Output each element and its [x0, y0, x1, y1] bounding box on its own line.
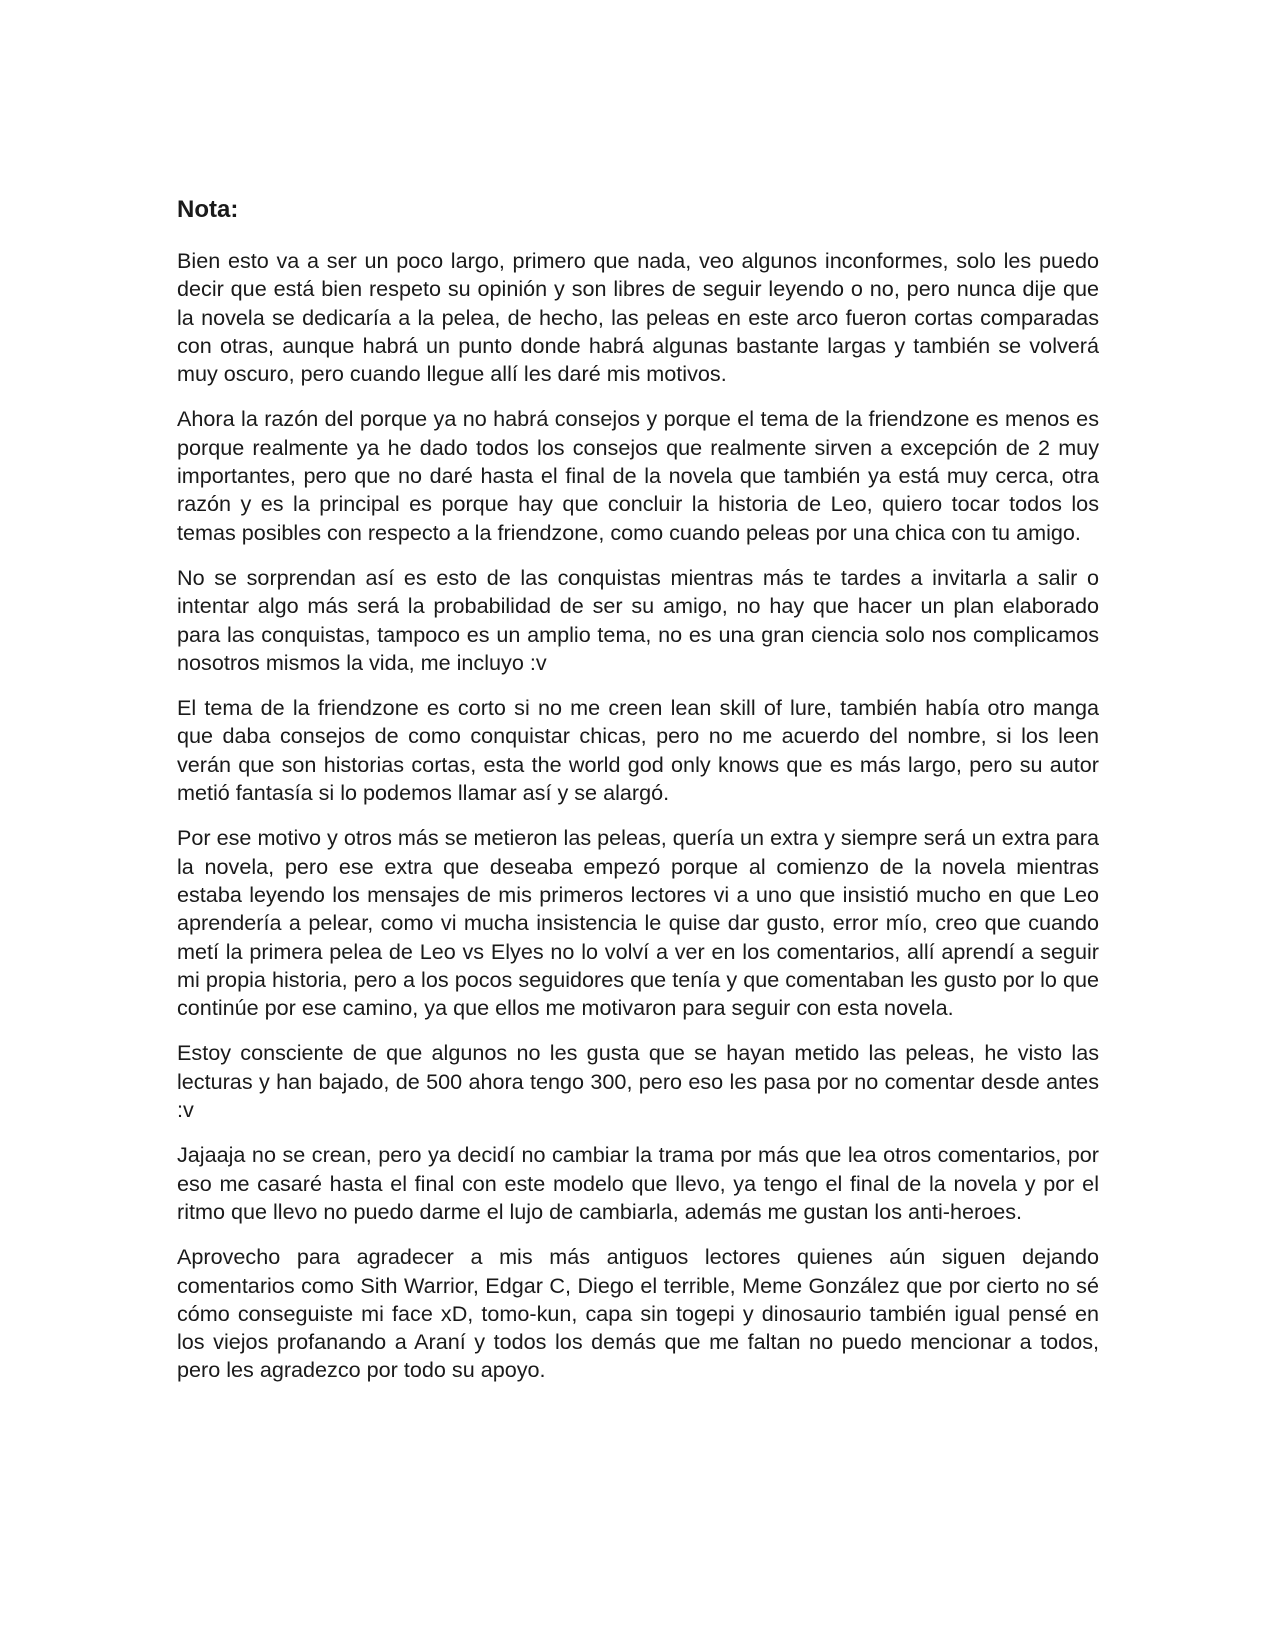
paragraph-3: No se sorprendan así es esto de las conquistas mientras más te tardes a invitarla a salir o intentar algo más será la probabilidad de ser su amigo, no hay que hacer un plan elaborado para las conquistas, tampoco es un amplio tema, no es una gran ciencia solo nos complicamos nosotros mismos la vida, me incluyo :v	[177, 564, 1099, 675]
paragraph-8: Aprovecho para agradecer a mis más antiguos lectores quienes aún siguen dejando comentarios como Sith Warrior, Edgar C, Diego el terrible, Meme González que por cierto no sé cómo conseguiste mi face xD, tomo-kun, capa sin togepi y dinosaurio también igual pensé en los viejos profanando a Araní y todos los demás que me faltan no puedo mencionar a todos, pero les agradezco por todo su apoyo.	[177, 1244, 1099, 1383]
paragraph-4: El tema de la friendzone es corto si no me creen lean skill of lure, también había otro manga que daba consejos de como conquistar chicas, pero no me acuerdo del nombre, si los leen verán que son historias cortas, esta the world god only knows que es más largo, pero su autor metió fantasía si lo podemos llamar así y se alargó.	[177, 695, 1099, 806]
paragraph-5: Por ese motivo y otros más se metieron las peleas, quería un extra y siempre será un extra para la novela, pero ese extra que deseaba empezó porque al comienzo de la novela mientras estaba leyendo los mensajes de mis primeros lectores vi a uno que insistió mucho en que Leo aprendería a pelear, como vi mucha insistencia le quise dar gusto, error mío, creo que cuando metí la primera pelea de Leo vs Elyes no lo volví a ver en los comentarios, allí aprendí a seguir mi propia historia, pero a los pocos seguidores que tenía y que comentaban les gusto por lo que continúe por ese camino, ya que ellos me motivaron para seguir con esta novela.	[177, 825, 1099, 1021]
document-page	[177, 193, 1099, 1402]
paragraph-2: Ahora la razón del porque ya no habrá consejos y porque el tema de la friendzone es menos es porque realmente ya he dado todos los consejos que realmente sirven a excepción de 2 muy importantes, pero que no daré hasta el final de la novela que también ya está muy cerca, otra razón y es la principal es porque hay que concluir la historia de Leo, quiero tocar todos los temas posibles con respecto a la friendzone, como cuando peleas por una chica con tu amigo.	[177, 406, 1099, 545]
note-heading: Nota:	[177, 196, 239, 223]
paragraph-1: Bien esto va a ser un poco largo, primero que nada, veo algunos inconformes, solo les puedo decir que está bien respeto su opinión y son libres de seguir leyendo o no, pero nunca dije que la novela se dedicaría a la pelea, de hecho, las peleas en este arco fueron cortas comparadas con otras, aunque habrá un punto donde habrá algunas bastante largas y también se volverá muy oscuro, pero cuando llegue allí les daré mis motivos.	[177, 248, 1099, 387]
paragraph-6: Estoy consciente de que algunos no les gusta que se hayan metido las peleas, he visto las lecturas y han bajado, de 500 ahora tengo 300, pero eso les pasa por no comentar desde antes :v	[177, 1040, 1099, 1123]
paragraph-7: Jajaaja no se crean, pero ya decidí no cambiar la trama por más que lea otros comentarios, por eso me casaré hasta el final con este modelo que llevo, ya tengo el final de la novela y por el ritmo que llevo no puedo darme el lujo de cambiarla, además me gustan los anti-heroes.	[177, 1142, 1099, 1224]
